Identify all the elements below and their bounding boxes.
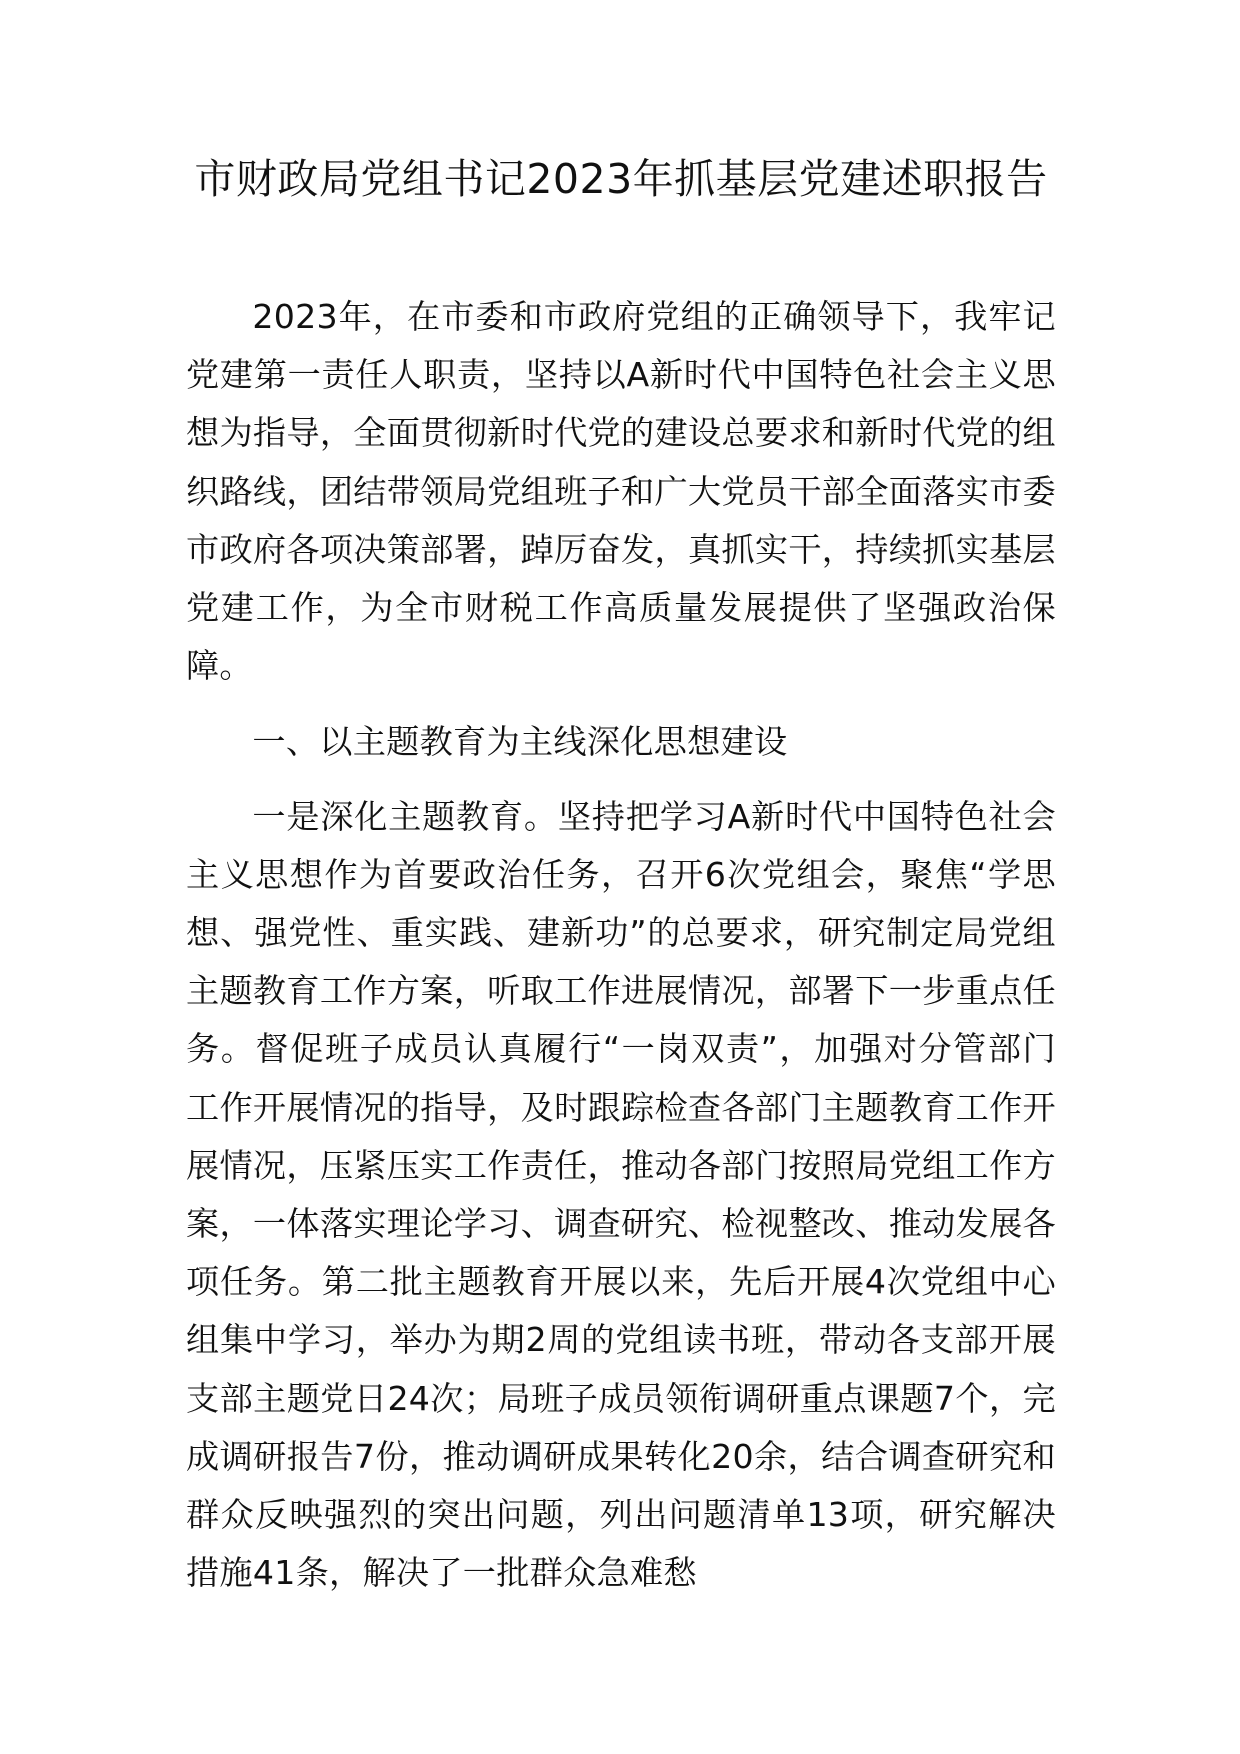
document-body (186, 288, 1056, 1610)
document-title: 市财政局党组书记2023年抓基层党建述职报告 (194, 155, 1048, 203)
body-paragraph: 一是深化主题教育。坚持把学习A新时代中国特色社会主义思想作为首要政治任务，召开6次党组会，聚焦“学思想、强党性、重实践、建新功”的总要求，研究制定局党组主题教育工作方案，听取工作进展情况，部署下一步重点任务。督促班子成员认真履行“一岗双责”，加强对分管部门工作开展情况的指导，及时跟踪检查各部门主题教育工作开展情况，压紧压实工作责任，推动各部门按照局党组工作方案，一体落实理论学习、调查研究、检视整改、推动发展各项任务。第二批主题教育开展以来，先后开展4次党组中心组集中学习，举办为期2周的党组读书班，带动各支部开展支部主题党日24次；局班子成员领衔调研重点课题7个，完成调研报告7份，推动调研成果转化20余，结合调查研究和群众反映强烈的突出问题，列出问题清单13项，研究解决措施41条，解决了一批群众急难愁 (186, 796, 1056, 1593)
section-heading: 一、以主题教育为主线深化思想建设 (252, 722, 788, 762)
intro-paragraph: 2023年，在市委和市政府党组的正确领导下，我牢记党建第一责任人职责，坚持以A新时代中国特色社会主义思想为指导，全面贯彻新时代党的建设总要求和新时代党的组织路线，团结带领局党组班子和广大党员干部全面落实市委市政府各项决策部署，踔厉奋发，真抓实干，持续抓实基层党建工作，为全市财税工作高质量发展提供了坚强政治保障。 (186, 297, 1056, 686)
